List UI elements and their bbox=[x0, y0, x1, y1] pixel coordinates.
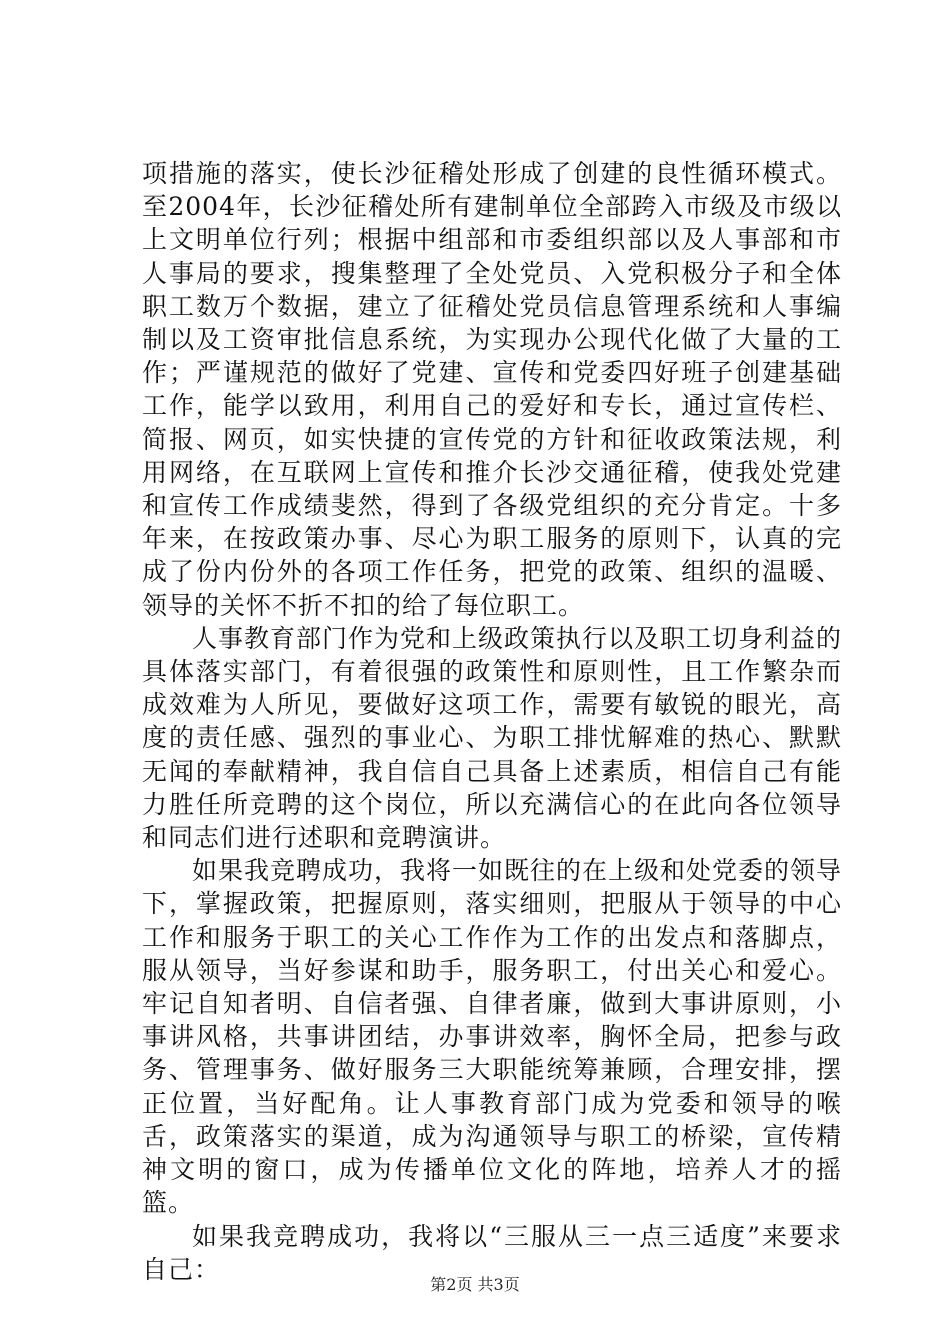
paragraph-three-obey: 如果我竞聘成功，我将以“三服从三一点三适度”来要求自己： bbox=[142, 1221, 842, 1284]
paragraph-continuation: 项措施的落实，使长沙征稽处形成了创建的良性循环模式。至2004年，长沙征稽处所有建制单位全部跨入市级及市级以上文明单位行列；根据中组部和市委组织部以及人事部和市人事局的要求，搜集整理了全处党员、入党积极分子和全体职工数万个数据，建立了征稽处党员信息管理系统和人事编制以及工资审批信息系统，为实现办公现代化做了大量的工作；严谨规范的做好了党建、宣传和党委四好班子创建基础工作，能学以致用，利用自己的爱好和专长，通过宣传栏、简报、网页，如实快捷的宣传党的方针和征收政策法规，利用网络，在互联网上宣传和推介长沙交通征稽，使我处党建和宣传工作成绩斐然，得到了各级党组织的充分肯定。十多年来，在按政策办事、尽心为职工服务的原则下，认真的完成了份内份外的各项工作任务，把党的政策、组织的温暖、领导的关怀不折不扣的给了每位职工。 bbox=[142, 159, 842, 620]
page-footer: 第2页 共3页 bbox=[430, 1275, 520, 1294]
paragraph-if-successful: 如果我竞聘成功，我将一如既往的在上级和处党委的领导下，掌握政策，把握原则，落实细则，把服从于领导的中心工作和服务于职工的关心工作作为工作的出发点和落脚点，服从领导，当好参谋和助手，服务职工，付出关心和爱心。牢记自知者明、自信者强、自律者廉，做到大事讲原则，小事讲风格，共事讲团结，办事讲效率，胸怀全局，把参与政务、管理事务、做好服务三大职能统筹兼顾，合理安排，摆正位置，当好配角。让人事教育部门成为党委和领导的喉舌，政策落实的渠道，成为沟通领导与职工的桥梁，宣传精神文明的窗口，成为传播单位文化的阵地，培养人才的摇篮。 bbox=[142, 856, 843, 1218]
document-body bbox=[142, 157, 842, 1286]
paragraph-department-role: 人事教育部门作为党和上级政策执行以及职工切身利益的具体落实部门，有着很强的政策性和原则性，且工作繁杂而成效难为人所见，要做好这项工作，需要有敏锐的眼光，高度的责任感、强烈的事业心、为职工排忧解难的热心、默默无闻的奉献精神，我自信自己具备上述素质，相信自己有能力胜任所竞聘的这个岗位，所以充满信心的在此向各位领导和同志们进行述职和竞聘演讲。 bbox=[142, 623, 843, 853]
